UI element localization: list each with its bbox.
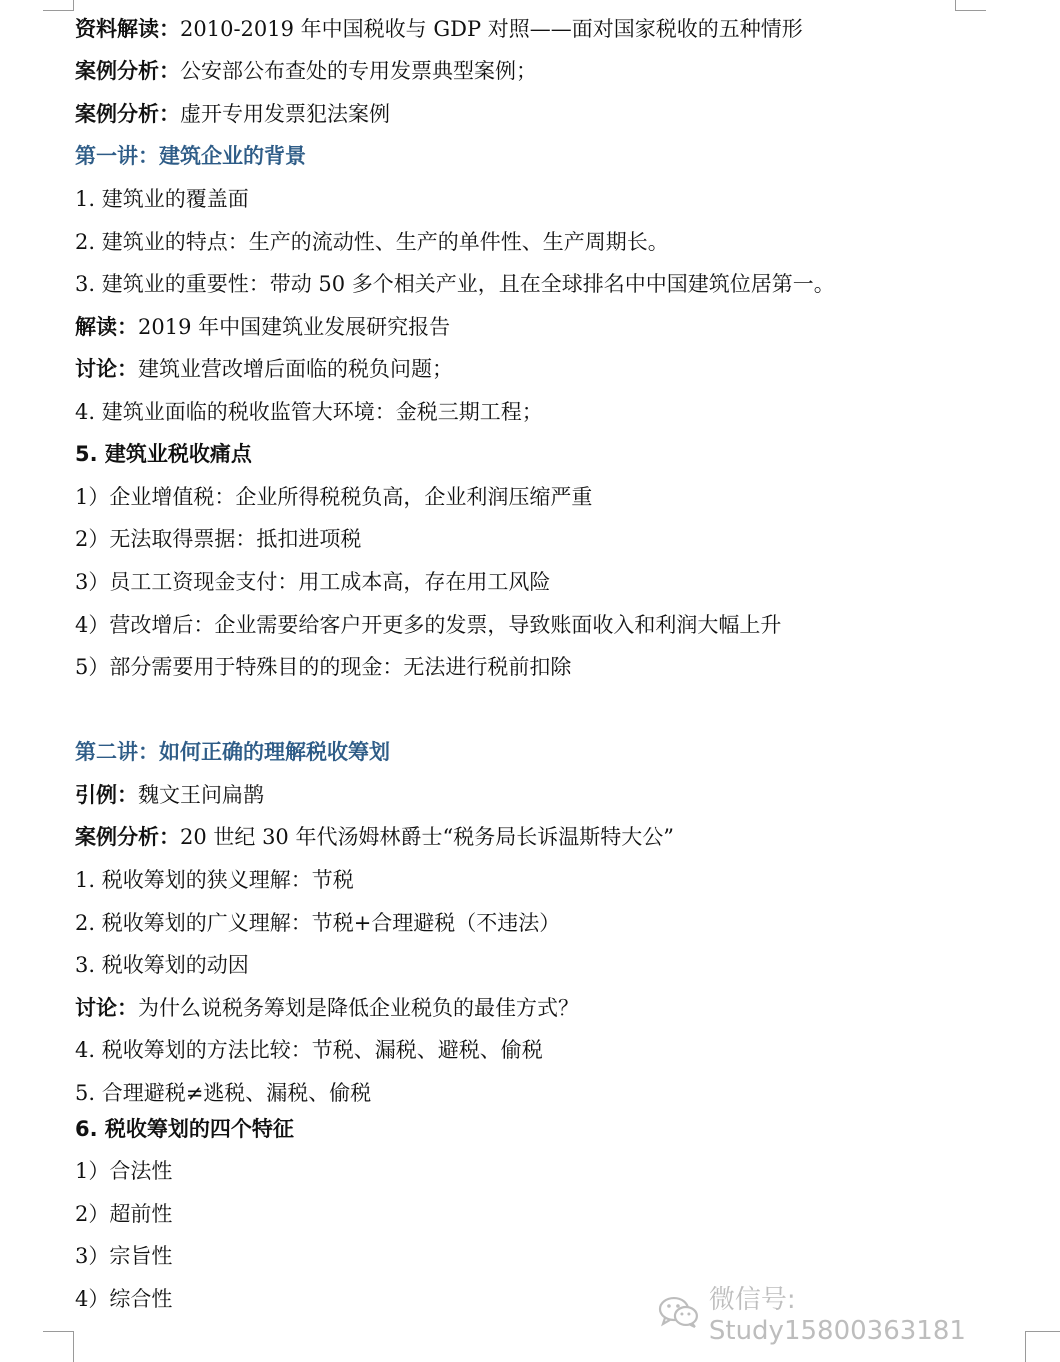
list-item: 2）超前性 [75, 1202, 173, 1226]
line-text: 公安部公布查处的专用发票典型案例； [180, 59, 537, 83]
list-item: 3）宗旨性 [75, 1244, 173, 1268]
list-item: 4. 税收筹划的方法比较：节税、漏税、避税、偷税 [75, 1038, 543, 1062]
list-item: 4）营改增后：企业需要给客户开更多的发票，导致账面收入和利润大幅上升 [75, 613, 782, 637]
list-item: 1）合法性 [75, 1159, 173, 1183]
line-label: 解读： [75, 315, 138, 339]
crop-mark-bottom-left [43, 1331, 74, 1362]
list-item: 2. 税收筹划的广义理解：节税+合理避税（不违法） [75, 911, 561, 935]
list-item: 1. 建筑业的覆盖面 [75, 187, 249, 211]
line-text: 为什么说税务筹划是降低企业税负的最佳方式？ [138, 996, 579, 1020]
line-text: 20 世纪 30 年代汤姆林爵士“税务局长诉温斯特大公” [180, 825, 674, 849]
list-item: 3. 税收筹划的动因 [75, 953, 249, 977]
line-label: 引例： [75, 783, 138, 807]
line-label: 案例分析： [75, 102, 180, 126]
list-item: 3. 建筑业的重要性：带动 50 多个相关产业，且在全球排名中中国建筑位居第一。 [75, 272, 835, 296]
line-text: 虚开专用发票犯法案例 [180, 102, 390, 126]
list-item: 5）部分需要用于特殊目的的现金：无法进行税前扣除 [75, 655, 572, 679]
doc-line [75, 822, 674, 852]
section-heading: 第一讲：建筑企业的背景 [75, 144, 306, 168]
wechat-icon [657, 1295, 701, 1329]
line-label: 讨论： [75, 357, 138, 381]
subsection-heading: 6. 税收筹划的四个特征 [75, 1117, 294, 1141]
list-item: 4）综合性 [75, 1287, 173, 1311]
line-label: 案例分析： [75, 59, 180, 83]
list-item: 1）企业增值税：企业所得税税负高，企业利润压缩严重 [75, 485, 593, 509]
list-item: 1. 税收筹划的狭义理解：节税 [75, 868, 354, 892]
watermark [657, 1284, 1060, 1346]
section-heading: 第二讲：如何正确的理解税收筹划 [75, 740, 390, 764]
line-text: 2019 年中国建筑业发展研究报告 [138, 315, 451, 339]
crop-mark-top-right [955, 0, 986, 11]
doc-line [75, 312, 450, 342]
doc-line [75, 780, 264, 810]
watermark-text: 微信号: Study15800363181 [708, 1284, 966, 1346]
list-item: 3）员工工资现金支付：用工成本高，存在用工风险 [75, 570, 551, 594]
list-item: 4. 建筑业面临的税收监管大环境：金税三期工程； [75, 400, 543, 424]
line-label: 讨论： [75, 996, 138, 1020]
line-text: 2010-2019 年中国税收与 GDP 对照——面对国家税收的五种情形 [180, 17, 803, 41]
line-label: 案例分析： [75, 825, 180, 849]
line-text: 魏文王问扁鹊 [138, 783, 264, 807]
list-item: 2）无法取得票据：抵扣进项税 [75, 527, 362, 551]
doc-line [75, 56, 537, 86]
list-item: 5. 合理避税≠逃税、漏税、偷税 [75, 1081, 372, 1105]
doc-line [75, 99, 390, 129]
crop-mark-top-left [43, 0, 74, 11]
subsection-heading: 5. 建筑业税收痛点 [75, 442, 252, 466]
doc-line [75, 14, 803, 44]
list-item: 2. 建筑业的特点：生产的流动性、生产的单件性、生产周期长。 [75, 230, 669, 254]
doc-line [75, 993, 579, 1023]
line-label: 资料解读： [75, 17, 180, 41]
doc-line [75, 354, 453, 384]
line-text: 建筑业营改增后面临的税负问题； [138, 357, 453, 381]
